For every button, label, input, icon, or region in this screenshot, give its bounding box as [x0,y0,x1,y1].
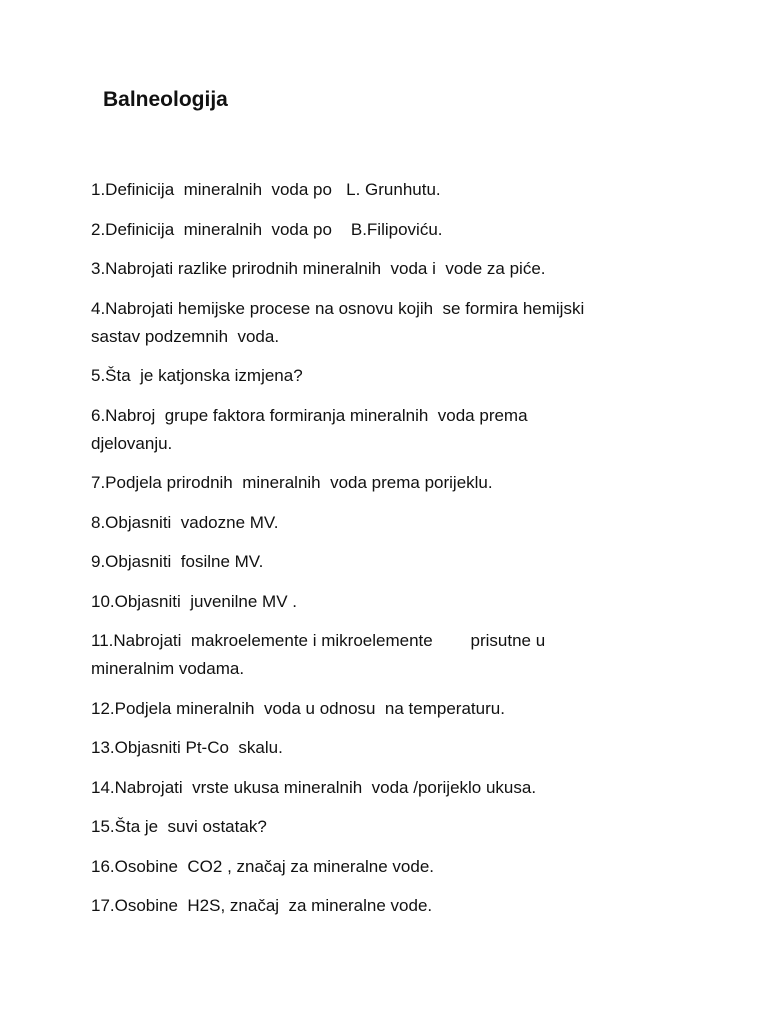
question-line: djelovanju. [91,433,173,453]
question-line: mineralnim vodama. [91,659,245,678]
question-item [91,509,691,537]
question-line: 4.Nabrojati hemijske procese na osnovu kojih se formira hemijski [91,298,585,318]
question-list [91,176,691,932]
question-line: 13.Objasniti Pt-Co skalu. [91,738,283,757]
question-line: sastav podzemnih voda. [91,326,280,346]
question-line: 10.Objasniti juvenilne MV . [91,591,297,611]
question-line: 9.Objasniti fosilne MV. [91,552,264,571]
question-item [91,774,691,802]
question-line: 1.Definicija mineralnih voda po L. Grunhutu. [91,180,441,199]
question-line: 14.Nabrojati vrste ukusa mineralnih voda /porijeklo ukusa. [91,777,537,797]
question-item [91,255,691,283]
question-item [91,362,691,390]
question-line: 16.Osobine CO2 , značaj za mineralne vode. [91,856,435,876]
question-item [91,627,691,683]
question-item [91,402,691,458]
question-line: 11.Nabrojati makroelemente i mikroelemente prisutne u [91,631,546,650]
question-line: 8.Objasniti vadozne MV. [91,512,279,532]
question-item [91,813,691,841]
question-line: 3.Nabrojati razlike prirodnih mineralnih voda i vode za piće. [91,259,546,278]
question-item [91,892,691,920]
question-item [91,734,691,762]
question-item [91,695,691,723]
question-line: 17.Osobine H2S, značaj za mineralne vode. [91,896,433,915]
question-line: 15.Šta je suvi ostatak? [91,817,267,836]
question-item [91,588,691,616]
question-line: 7.Podjela prirodnih mineralnih voda prema porijeklu. [91,473,493,492]
question-item [91,469,691,497]
question-line: 5.Šta je katjonska izmjena? [91,366,303,385]
question-item [91,176,691,204]
document-title: Balneologija [103,88,228,111]
question-item [91,853,691,881]
question-line: 6.Nabroj grupe faktora formiranja mineralnih voda prema [91,405,528,425]
question-line: 2.Definicija mineralnih voda po B.Filipoviću. [91,219,443,239]
question-item [91,295,691,351]
question-line: 12.Podjela mineralnih voda u odnosu na temperaturu. [91,698,505,718]
question-item [91,548,691,576]
question-item [91,216,691,244]
